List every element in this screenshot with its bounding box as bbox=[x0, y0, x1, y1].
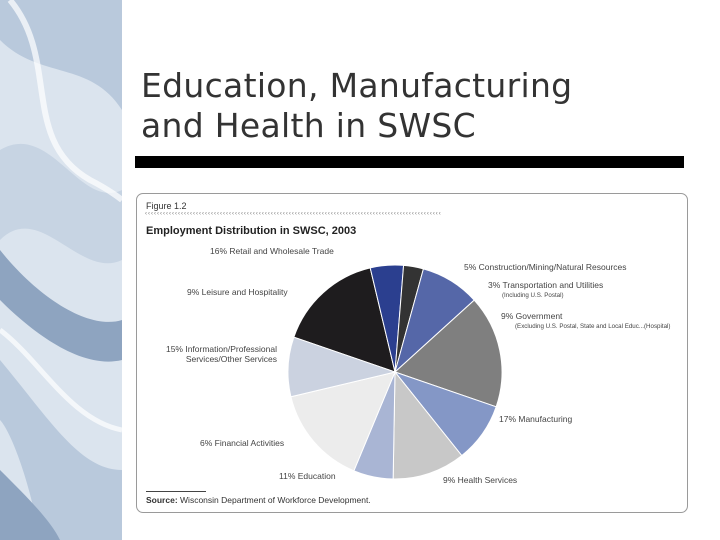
slide-title-line-2: and Health in SWSC bbox=[141, 106, 476, 145]
source-divider bbox=[146, 491, 206, 492]
pie-chart bbox=[137, 194, 689, 514]
slice-label: 9% Government bbox=[501, 311, 563, 321]
chart-title: Employment Distribution in SWSC, 2003 bbox=[146, 225, 357, 237]
slice-label: 5% Construction/Mining/Natural Resources bbox=[464, 262, 627, 272]
source-label: Source: bbox=[146, 495, 178, 505]
dotted-divider: ‹‹‹‹‹‹‹‹‹‹‹‹‹‹‹‹‹‹‹‹‹‹‹‹‹‹‹‹‹‹‹‹‹‹‹‹‹‹‹‹‹‹‹‹‹‹‹‹‹‹‹‹‹‹‹‹‹‹‹‹‹‹‹‹‹‹‹‹‹‹‹‹‹‹‹‹‹‹‹‹‹‹‹‹‹‹‹‹‹‹‹‹‹‹‹‹‹‹‹ bbox=[145, 211, 442, 217]
slice-label: 15% Information/Professional Services/Other Services bbox=[165, 344, 277, 364]
slice-label: 9% Leisure and Hospitality bbox=[187, 287, 288, 297]
source-text: Wisconsin Department of Workforce Development. bbox=[180, 495, 371, 505]
slice-label: 9% Health Services bbox=[443, 475, 518, 485]
slice-label: 17% Manufacturing bbox=[499, 414, 573, 424]
slice-sublabel: (Including U.S. Postal) bbox=[502, 292, 564, 299]
slice-sublabel: (Excluding U.S. Postal, State and Local Educ...(Hospital) bbox=[515, 323, 671, 330]
slice-label: 3% Transportation and Utilities bbox=[488, 280, 604, 290]
slide-title-line-1: Education, Manufacturing bbox=[141, 66, 573, 105]
figure-label: Figure 1.2 bbox=[146, 201, 187, 211]
source-note bbox=[146, 495, 371, 505]
decorative-wave-sidebar bbox=[0, 0, 122, 540]
slice-label: 16% Retail and Wholesale Trade bbox=[210, 246, 334, 256]
title-underline-bar bbox=[135, 156, 684, 168]
figure-frame bbox=[136, 193, 688, 513]
slide-title bbox=[141, 66, 701, 146]
slice-label: 11% Education bbox=[279, 471, 336, 481]
slice-label: 6% Financial Activities bbox=[200, 438, 285, 448]
